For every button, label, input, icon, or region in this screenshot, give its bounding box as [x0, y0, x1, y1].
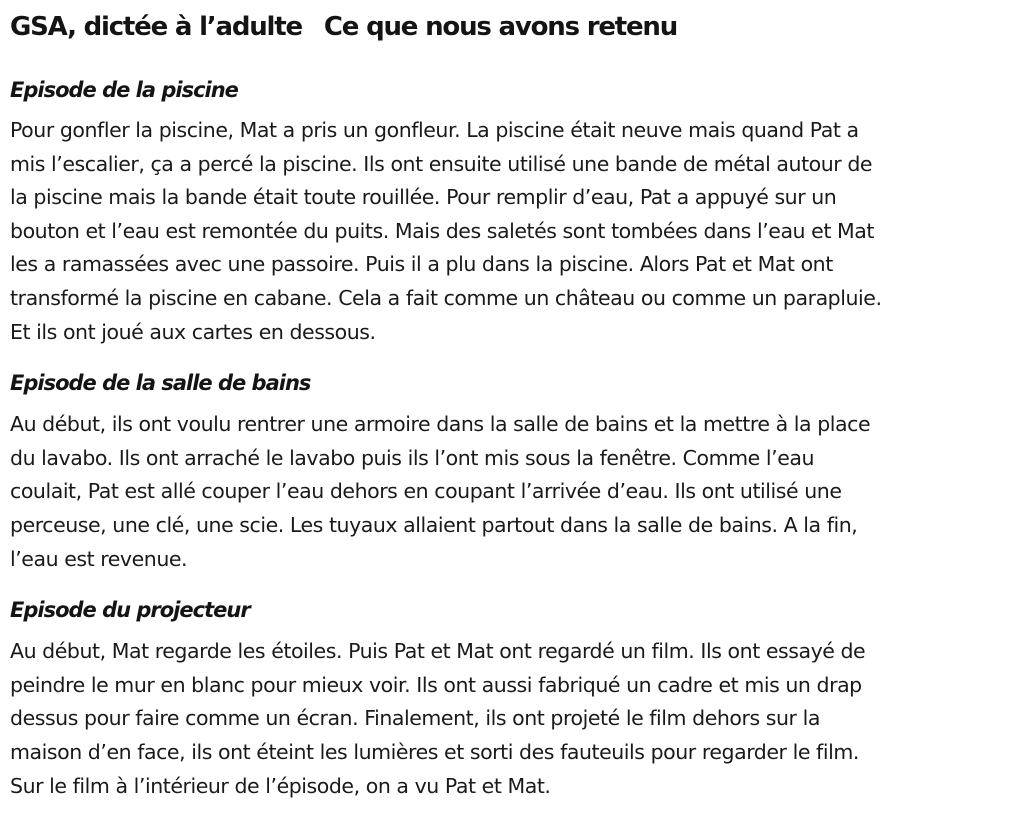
paragraph-line: peindre le mur en blanc pour mieux voir. Ils ont aussi fabriqué un cadre et mis un drap: [10, 672, 862, 697]
title-right: Ce que nous avons retenu: [323, 12, 678, 42]
paragraph-line: bouton et l’eau est remontée du puits. Mais des saletés sont tombées dans l’eau et Mat: [10, 218, 874, 243]
section-heading-salle-de-bains: Episode de la salle de bains: [10, 371, 311, 396]
section-heading-projecteur: Episode du projecteur: [10, 598, 250, 623]
section-heading-piscine: Episode de la piscine: [10, 78, 238, 102]
paragraph-line: Au début, ils ont voulu rentrer une armoire dans la salle de bains et la mettre à la place: [10, 412, 871, 437]
document-title: [10, 9, 1010, 45]
paragraph-line: dessus pour faire comme un écran. Finalement, ils ont projeté le film dehors sur la: [10, 706, 820, 731]
paragraph-line: Pour gonfler la piscine, Mat a pris un gonfleur. La piscine était neuve mais quand Pat a: [10, 118, 859, 142]
paragraph-line: perceuse, une clé, une scie. Les tuyaux allaient partout dans la salle de bains. A la fin,: [10, 512, 858, 537]
paragraph-line: maison d’en face, ils ont éteint les lumières et sorti des fauteuils pour regarder le film.: [10, 739, 859, 764]
paragraph-line: Sur le film à l’intérieur de l’épisode, on a vu Pat et Mat.: [10, 773, 551, 798]
paragraph-line: transformé la piscine en cabane. Cela a fait comme un château ou comme un parapluie.: [10, 285, 882, 310]
paragraph-line: les a ramassées avec une passoire. Puis il a plu dans la piscine. Alors Pat et Mat ont: [10, 252, 833, 277]
document-page: [10, 0, 1010, 803]
paragraph-line: Et ils ont joué aux cartes en dessous.: [10, 319, 376, 344]
section-paragraph-projecteur: [10, 635, 1010, 803]
paragraph-line: la piscine mais la bande était toute rouillée. Pour remplir d’eau, Pat a appuyé sur un: [10, 185, 837, 210]
title-left: GSA, dictée à l’adulte: [10, 12, 302, 42]
paragraph-line: du lavabo. Ils ont arraché le lavabo puis ils l’ont mis sous la fenêtre. Comme l’eau: [10, 445, 815, 470]
paragraph-line: l’eau est revenue.: [10, 546, 188, 571]
section-paragraph-piscine: [10, 114, 1010, 349]
paragraph-line: coulait, Pat est allé couper l’eau dehors en coupant l’arrivée d’eau. Ils ont utilisé une: [10, 479, 842, 504]
section-paragraph-salle-de-bains: [10, 408, 1010, 576]
paragraph-line: mis l’escalier, ça a percé la piscine. Ils ont ensuite utilisé une bande de métal autour de: [10, 151, 873, 176]
paragraph-line: Au début, Mat regarde les étoiles. Puis Pat et Mat ont regardé un film. Ils ont essayé de: [10, 639, 866, 664]
